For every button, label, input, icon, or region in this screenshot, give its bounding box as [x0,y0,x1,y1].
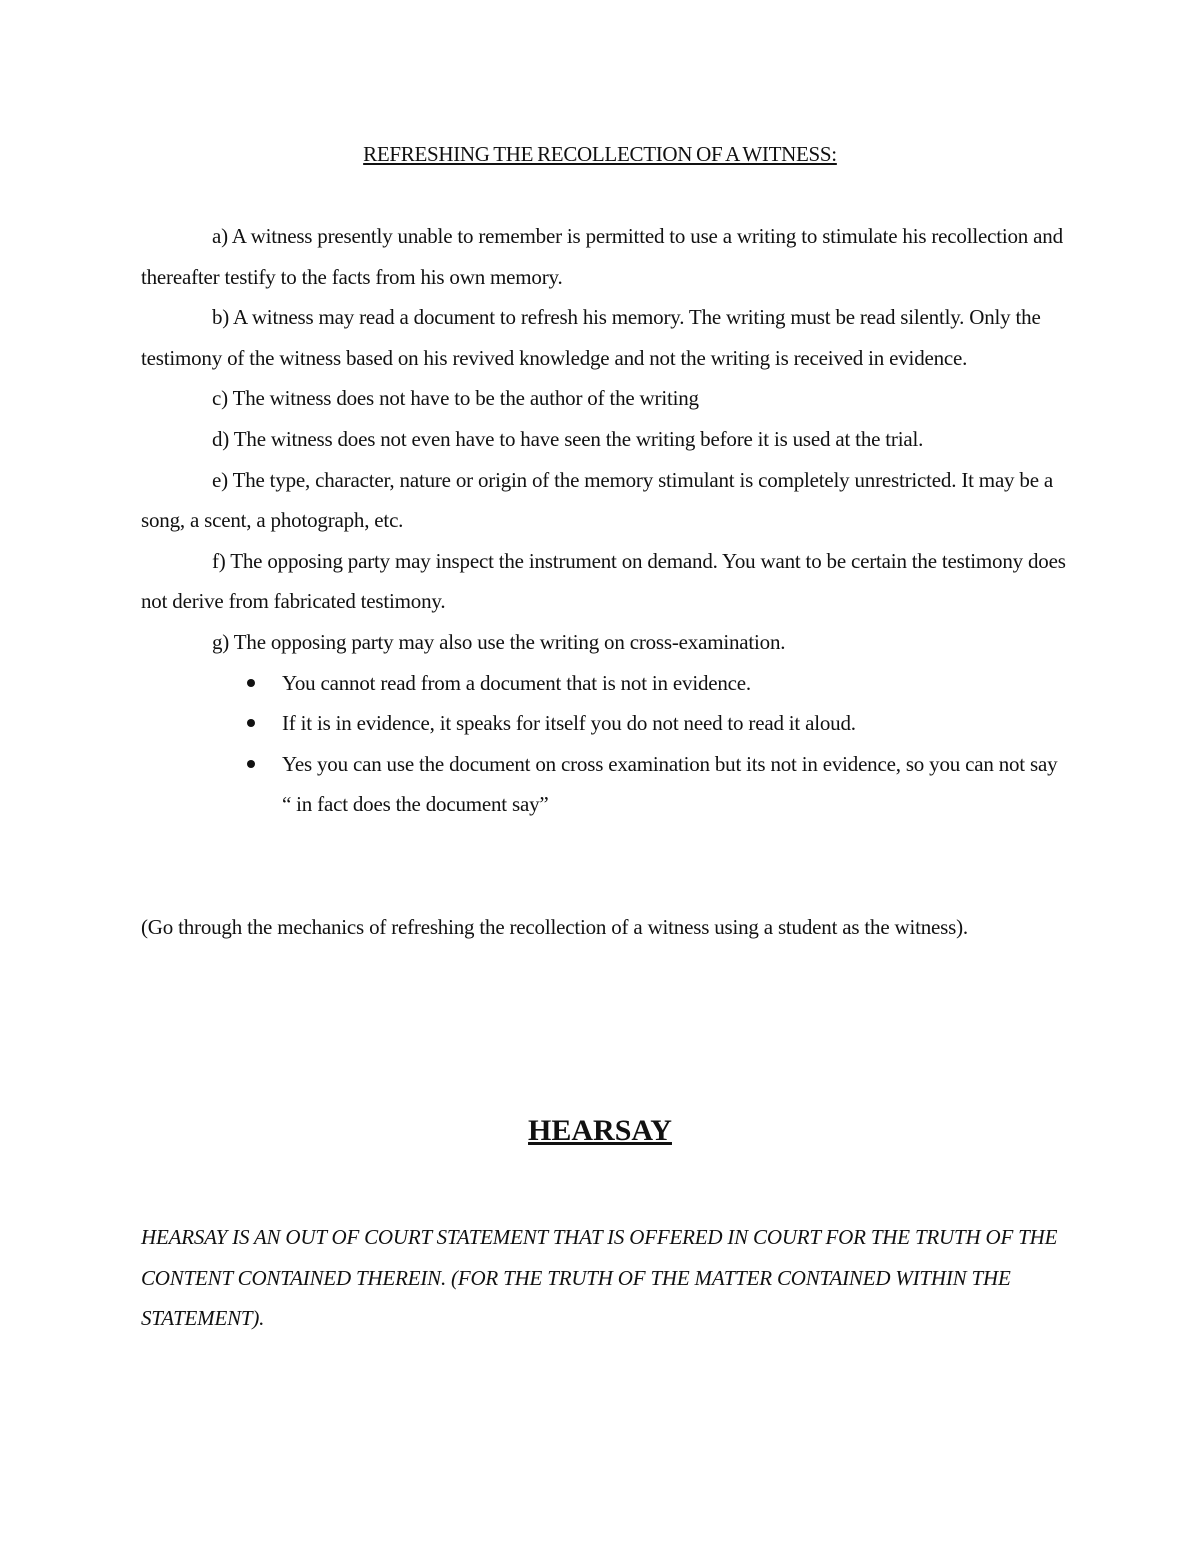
bullet-item [141,663,1071,704]
list-item-a: a) A witness presently unable to remember is permitted to use a writing to stimulate his recollection and thereafter testify to the facts from his own memory. [141,224,1063,289]
bullet-item [141,703,1071,744]
bullet-item [141,744,1071,825]
bullet-icon [247,679,255,687]
instructor-note: (Go through the mechanics of refreshing the recollection of a witness using a student as the witness). [141,915,968,939]
bullet-text: If it is in evidence, it speaks for itself you do not need to read it aloud. [282,711,856,736]
list-item-e: e) The type, character, nature or origin of the memory stimulant is completely unrestricted. It may be a song, a scent, a photograph, etc. [141,467,1054,533]
refreshing-recollection-list [141,216,1071,825]
list-item-g: g) The opposing party may also use the writing on cross-examination. [212,629,786,654]
hearsay-definition: HEARSAY IS AN OUT OF COURT STATEMENT THAT IS OFFERED IN COURT FOR THE TRUTH OF THE CONTENT CONTAINED THEREIN. (FOR THE TRUTH OF THE MATTER CONTAINED WITHIN THE STATEMENT). [141,1225,1058,1331]
bullet-icon [247,760,255,768]
bullet-icon [247,719,255,727]
list-item-f: f) The opposing party may inspect the instrument on demand. You want to be certain the testimony does not derive from fabricated testimony. [141,548,1066,614]
section-title: REFRESHING THE RECOLLECTION OF A WITNESS: [363,142,837,166]
bullet-list [141,663,1071,825]
bullet-text: You cannot read from a document that is not in evidence. [282,670,751,695]
hearsay-heading: HEARSAY [528,1114,672,1147]
list-item-d: d) The witness does not even have to have seen the writing before it is used at the trial. [212,426,924,451]
list-item-c: c) The witness does not have to be the author of the writing [212,386,699,411]
list-item-b: b) A witness may read a document to refresh his memory. The writing must be read silently. Only the testimony of the witness based on his revived knowledge and not the writing is received in evidence. [141,305,1041,370]
bullet-text: Yes you can use the document on cross examination but its not in evidence, so you can not say “ in fact does the document say” [282,751,1058,817]
